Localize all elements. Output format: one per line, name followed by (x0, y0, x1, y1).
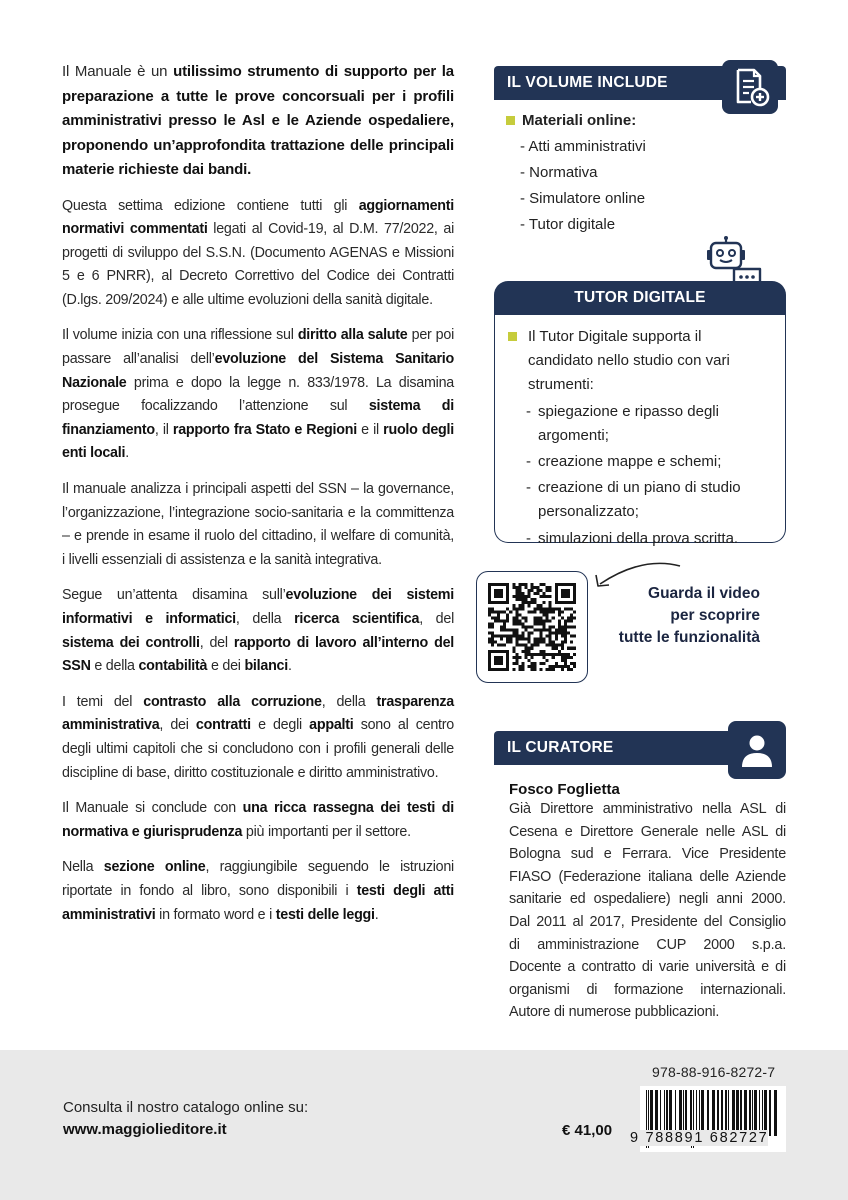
bold-text: ricerca scientifica (294, 611, 420, 627)
bold-text: ruolo degli enti locali (62, 421, 454, 462)
text-run: I temi del (62, 693, 144, 710)
text-run: Nella (62, 859, 104, 876)
text-run: , del (199, 634, 234, 651)
list-item-text: simulazioni della prova scritta. (538, 529, 739, 547)
list-item-text: spiegazione e ripasso degli argomenti; (538, 402, 719, 444)
volume-heading-text: Materiali online: (522, 112, 637, 129)
text-run: e degli (250, 717, 310, 734)
bold-text: sistema dei controlli (62, 634, 200, 651)
curator-bio: Già Direttore amministrativo nella ASL di Cesena e Direttore Generale nelle ASL di Bologna sud e Ferrara. Vice Presidente FIASO (Federazione italiana delle Aziende sanitarie ed ospedaliere) negli anni 2000. Dal 2011 al 2017, Presidente del Consiglio di amministrazione CUP 2000 s.p.a. Docente a contratto di varie università e di organismi di formazione internazionali. Autore di numerose pubblicazioni. (509, 801, 786, 1021)
qr-code[interactable] (476, 571, 588, 683)
text-run: , dei (159, 717, 196, 734)
text-run: e della (90, 658, 139, 675)
text-run: Segue un’attenta disamina sull’ (62, 587, 286, 604)
catalog-label: Consulta il nostro catalogo online su: (63, 1099, 309, 1116)
bold-text: diritto alla salute (297, 327, 408, 344)
bold-text: sistema di finanziamento (62, 398, 454, 438)
price: € 41,00 (562, 1122, 613, 1139)
text-run: , della (235, 611, 295, 627)
text-run: . (287, 658, 292, 675)
text-run: Il Manuale è un (62, 63, 174, 80)
volume-include-box (494, 66, 786, 236)
list-item-text: Tutor digitale (528, 216, 616, 233)
description-column (62, 60, 454, 939)
text-run: prima e dopo la legge n. 833/1978. La disamina prosegue focalizzando l’attenzione sul (62, 374, 454, 415)
list-item-text: creazione di un piano di studio personalizzato; (538, 479, 741, 521)
bold-text: trasparenza amministrativa (62, 693, 455, 734)
text-run: Il volume inizia con una riflessione sul (62, 327, 298, 344)
list-item: - creazione di un piano di studio personalizzato; (526, 479, 741, 521)
text-run: . (125, 445, 129, 462)
document-add-icon (722, 60, 778, 114)
text-run: . (374, 906, 379, 923)
bold-text: contratti (195, 717, 251, 734)
text-run: e il (356, 421, 384, 438)
text-run: Il Manuale si conclude con (62, 800, 243, 817)
video-prompt (604, 583, 760, 649)
bold-text: testi degli atti amministrativi (62, 882, 454, 923)
footer (0, 1050, 848, 1200)
bold-text: rapporto fra Stato e Regioni (172, 421, 357, 438)
bold-text: contabilità (138, 658, 208, 675)
list-item: - Tutor digitale (520, 216, 616, 233)
list-item-text: Atti amministrativi (528, 138, 646, 155)
tutor-digitale-box (494, 281, 786, 691)
video-prompt-line: Guarda il video (648, 585, 760, 602)
bold-text: evoluzione dei sistemi informativi e informatici (62, 587, 454, 627)
bold-text: sezione online (103, 859, 206, 876)
text-run: , raggiungibile seguendo le istruzioni riportate in fondo al libro, sono disponibili i (62, 859, 454, 899)
list-item-text: creazione mappe e schemi; (538, 453, 722, 471)
user-icon (728, 721, 786, 779)
qr-code-icon (488, 583, 576, 671)
volume-include-list (494, 100, 786, 238)
video-prompt-line: per scoprire (670, 607, 760, 624)
paragraph-corruption (62, 691, 454, 785)
bold-text: contrasto alla corruzione (143, 693, 322, 710)
tutor-intro-text: Il Tutor Digitale supporta il candidato nello studio con vari strumenti: (528, 328, 730, 394)
isbn: 978-88-916-8272-7 (652, 1064, 776, 1080)
paragraph-intro (62, 60, 454, 183)
tutor-digitale-content (508, 325, 768, 551)
paragraph-systems (62, 584, 454, 678)
square-bullet-icon (506, 116, 515, 125)
barcode-digits: 9 788891 682727 (630, 1130, 769, 1146)
list-item: - simulazioni della prova scritta. (526, 529, 739, 547)
video-prompt-line: tutte le funzionalità (618, 629, 760, 646)
text-run: legati al Covid-19, al D.M. 77/2022, ai progetti di sviluppo del S.S.N. (Documento AGENAS e Missioni 5 e 6 PNRR), al Decreto Correttivo del Codice dei Contratti (D.lgs. 209/2024) e alle ultime evoluzioni della sanità digitale. (62, 221, 455, 308)
text-run: , del (419, 611, 454, 627)
list-item-text: Normativa (529, 164, 598, 181)
curator-title: IL CURATORE (507, 739, 614, 756)
paragraph-ssn (62, 478, 454, 572)
bold-text: bilanci (244, 658, 288, 675)
text-run: in formato word e i (155, 906, 276, 923)
text-run: per poi passare all’analisi dell’ (62, 327, 455, 368)
list-item-text: Simulatore online (529, 190, 646, 207)
volume-include-title: IL VOLUME INCLUDE (507, 74, 668, 91)
paragraph-conclusion (62, 797, 454, 844)
paragraph-edition (62, 195, 454, 313)
tutor-intro (508, 325, 768, 398)
tutor-digitale-header (494, 281, 786, 315)
bold-text: testi delle leggi (275, 906, 375, 923)
curator-box (494, 731, 786, 1024)
list-item: - spiegazione e ripasso degli argomenti; (526, 402, 719, 444)
tutor-digitale-title: TUTOR DIGITALE (574, 289, 706, 306)
text-run: Il manuale analizza i principali aspetti del SSN – la governance, l’organizzazione, l’integrazione socio-sanitaria e la committenza – e prende in esame il ruolo del cittadino, il welfare di comunità, i livelli essenziali di assistenza e la sanità integrativa. (62, 481, 454, 568)
paragraph-online (62, 856, 454, 927)
text-run: Questa settima edizione contiene tutti gli (62, 197, 359, 214)
square-bullet-icon (508, 332, 517, 341)
list-item: - creazione mappe e schemi; (526, 453, 722, 471)
list-item: - Simulatore online (520, 190, 646, 207)
text-run: e dei (207, 658, 245, 675)
text-run: , della (321, 693, 377, 710)
bold-text: aggiornamenti normativi commentati (62, 197, 454, 238)
text-run: , il (154, 421, 173, 438)
bold-text: evoluzione del Sistema Sanitario Nazionale (62, 351, 455, 391)
list-item: - Normativa (520, 164, 598, 181)
bold-text: appalti (309, 717, 354, 734)
text-run: sono al centro degli ultimi capitoli che si concludono con i profili generali delle discipline di base, diritto costituzionale e diritto amministrativo. (62, 717, 454, 781)
paragraph-structure (62, 324, 454, 466)
bold-text: utilissimo strumento di supporto per la preparazione a tutte le prove concorsuali per i profili amministrativi presso le Asl e le Aziende ospedaliere, proponendo un’approfondita trattazione delle principali materie richieste dai bandi. (62, 63, 454, 178)
list-item: - Atti amministrativi (520, 138, 646, 155)
curator-name: Fosco Foglietta (509, 781, 620, 798)
catalog-link[interactable]: www.maggiolieditore.it (63, 1121, 227, 1138)
bold-text: rapporto di lavoro all’interno del SSN (62, 634, 454, 675)
bold-text: una ricca rassegna dei testi di normativa e giurisprudenza (62, 800, 454, 840)
text-run: più importanti per il settore. (242, 823, 411, 840)
